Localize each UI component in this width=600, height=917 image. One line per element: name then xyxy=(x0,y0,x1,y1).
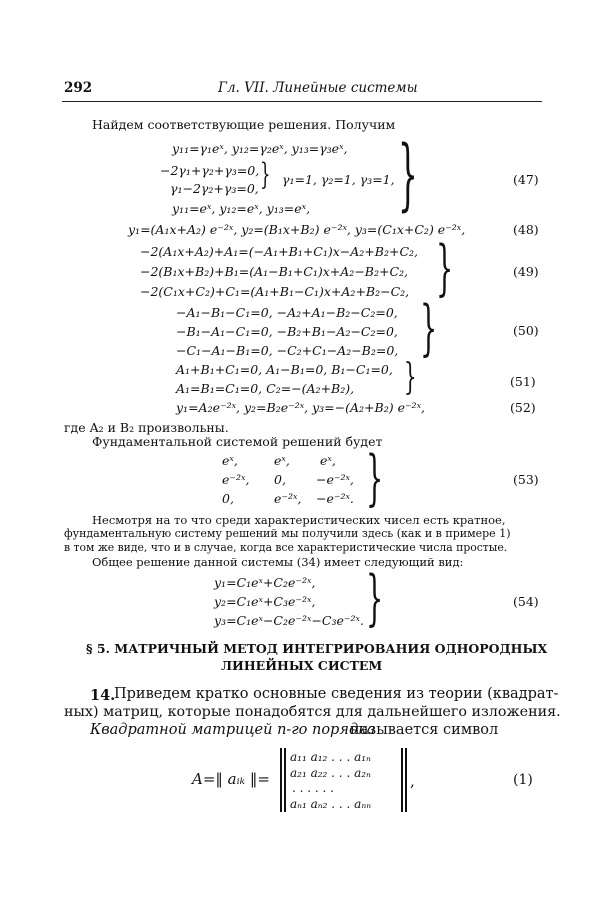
eq54-line2: y₂=C₁eˣ+C₃e⁻²ˣ, xyxy=(214,594,316,609)
eq47-inner-brace: } xyxy=(260,157,271,192)
eq53-r3c3: −e⁻²ˣ. xyxy=(316,491,354,506)
fundamental-line: Фундаментальной системой решений будет xyxy=(92,434,383,449)
eq50-brace: } xyxy=(420,293,438,363)
page-number: 292 xyxy=(64,80,93,96)
item14-line3-rest: называется символ xyxy=(350,722,499,738)
eq53-r1c2: eˣ, xyxy=(274,453,290,468)
eq51-brace: } xyxy=(404,357,417,398)
eq48: y₁=(A₁x+A₂) e⁻²ˣ, y₂=(B₁x+B₂) e⁻²ˣ, y₃=(C₁x+C₂) e⁻²ˣ, xyxy=(128,222,466,237)
paragraph-line1: Несмотря на то что среди характеристических чисел есть кратное, xyxy=(92,513,506,527)
item14-line2: ных) матриц, которые понадобятся для дальнейшего изложения. xyxy=(64,704,561,720)
item14-line1: Приведем кратко основные сведения из теории (квадрат- xyxy=(114,686,559,702)
eq53-brace: } xyxy=(366,443,384,513)
eq53-r1c1: eˣ, xyxy=(222,453,238,468)
eq54-line1: y₁=C₁eˣ+C₂e⁻²ˣ, xyxy=(214,575,316,590)
eq50-line2: −B₁−A₁−C₁=0, −B₂+B₁−A₂−C₂=0, xyxy=(176,324,398,339)
eq53-r2c1: e⁻²ˣ, xyxy=(222,472,250,487)
eq47-number: (47) xyxy=(513,172,539,187)
running-title: Гл. VII. Линейные системы xyxy=(218,80,418,96)
eq53-r1c3: eˣ, xyxy=(320,453,336,468)
eq49-line2: −2(B₁x+B₂)+B₁=(A₁−B₁+C₁)x+A₂−B₂+C₂, xyxy=(140,264,409,279)
eq47-outer-brace: } xyxy=(398,130,418,220)
eq50-number: (50) xyxy=(513,323,539,338)
eq49-line3: −2(C₁x+C₂)+C₁=(A₁+B₁−C₁)x+A₂+B₂−C₂, xyxy=(140,284,410,299)
eq1-row3: . . . . . . xyxy=(292,781,334,795)
matrix-left-bar-2 xyxy=(284,748,286,812)
eq49-brace: } xyxy=(436,233,454,303)
matrix-left-bar-1 xyxy=(280,748,282,812)
eq52: y₁=A₂e⁻²ˣ, y₂=B₂e⁻²ˣ, y₃=−(A₂+B₂) e⁻²ˣ, xyxy=(176,400,425,415)
paragraph-line3: в том же виде, что и в случае, когда все характеристические числа простые. xyxy=(64,541,508,554)
eq1-number: (1) xyxy=(513,772,533,788)
matrix-right-bar-1 xyxy=(401,748,403,812)
intro-text: Найдем соответствующие решения. Получим xyxy=(92,117,396,132)
item14-number: 14. xyxy=(90,687,116,704)
eq54-number: (54) xyxy=(513,594,539,609)
paragraph-line2: фундаментальную систему решений мы получили здесь (как и в примере 1) xyxy=(64,527,511,540)
header-rule xyxy=(62,101,542,102)
eq1-row4: aₙ₁ aₙ₂ . . . aₙₙ xyxy=(290,797,372,811)
paragraph-line4: Общее решение данной системы (34) имеет следующий вид: xyxy=(92,555,464,569)
eq47-values: γ₁=1, γ₂=1, γ₃=1, xyxy=(282,172,395,187)
eq53-r2c2: 0, xyxy=(274,472,286,487)
eq54-line3: y₃=C₁eˣ−C₂e⁻²ˣ−C₃e⁻²ˣ. xyxy=(214,613,364,628)
eq47-line2: −2γ₁+γ₂+γ₃=0, xyxy=(160,163,260,178)
matrix-right-bar-2 xyxy=(405,748,407,812)
eq1-row2: a₂₁ a₂₂ . . . a₂ₙ xyxy=(290,766,371,780)
section-heading-line2: ЛИНЕЙНЫХ СИСТЕМ xyxy=(221,658,383,673)
eq47-line1: y₁₁=γ₁eˣ, y₁₂=γ₂eˣ, y₁₃=γ₃eˣ, xyxy=(172,141,348,156)
eq54-brace: } xyxy=(366,563,384,633)
eq49-line1: −2(A₁x+A₂)+A₁=(−A₁+B₁+C₁)x−A₂+B₂+C₂, xyxy=(140,244,419,259)
eq53-r3c2: e⁻²ˣ, xyxy=(274,491,302,506)
eq51-line1: A₁+B₁+C₁=0, A₁−B₁=0, B₁−C₁=0, xyxy=(176,362,393,377)
eq48-number: (48) xyxy=(513,222,539,237)
item14-line3-italic: Квадратной матрицей n-го порядка xyxy=(90,722,376,738)
eq52-number: (52) xyxy=(510,400,536,415)
eq51-number: (51) xyxy=(510,374,536,389)
eq1-trail: , xyxy=(410,772,415,790)
eq50-line3: −C₁−A₁−B₁=0, −C₂+C₁−A₂−B₂=0, xyxy=(176,343,399,358)
eq1-row1: a₁₁ a₁₂ . . . a₁ₙ xyxy=(290,750,371,764)
eq1-lhs: A=‖ aᵢₖ ‖= xyxy=(192,770,270,788)
eq47-line3: γ₁−2γ₂+γ₃=0, xyxy=(170,181,259,196)
eq47-line4: y₁₁=eˣ, y₁₂=eˣ, y₁₃=eˣ, xyxy=(172,201,311,216)
eq49-number: (49) xyxy=(513,264,539,279)
eq53-number: (53) xyxy=(513,472,539,487)
eq53-r2c3: −e⁻²ˣ, xyxy=(316,472,354,487)
eq53-r3c1: 0, xyxy=(222,491,234,506)
eq50-line1: −A₁−B₁−C₁=0, −A₂+A₁−B₂−C₂=0, xyxy=(176,305,398,320)
section-heading-line1: § 5. МАТРИЧНЫЙ МЕТОД ИНТЕГРИРОВАНИЯ ОДНОРОДНЫХ xyxy=(86,641,548,656)
eq51-line2: A₁=B₁=C₁=0, C₂=−(A₂+B₂), xyxy=(176,381,355,396)
where-line: где A₂ и B₂ произвольны. xyxy=(64,420,229,435)
